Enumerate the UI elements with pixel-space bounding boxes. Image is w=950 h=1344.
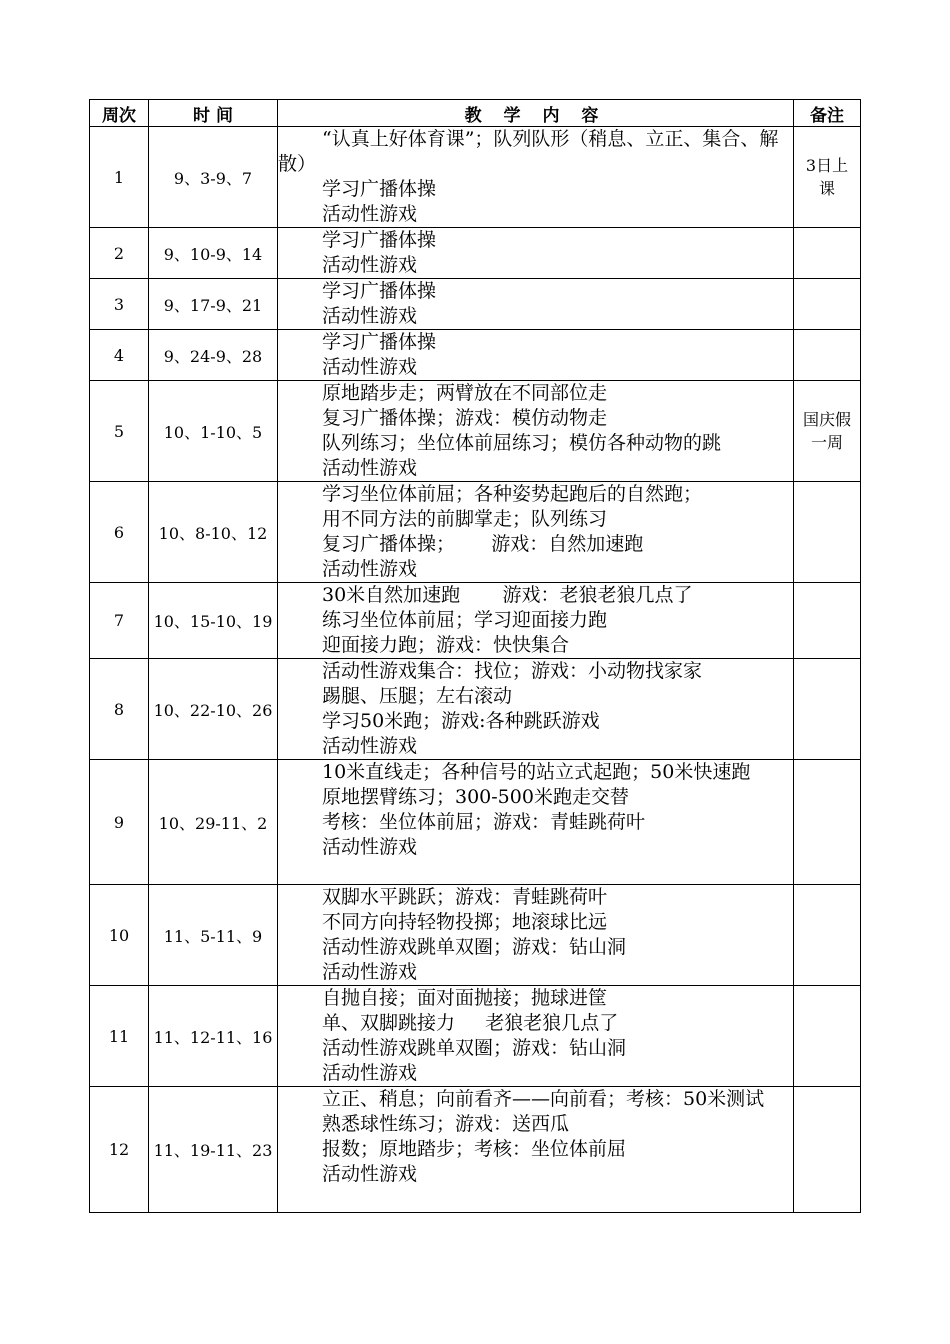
content-cell — [278, 127, 794, 228]
date-cell: 11、5-11、9 — [149, 885, 278, 986]
note-cell — [794, 381, 861, 482]
content-cell — [278, 228, 794, 279]
week-cell: 11 — [90, 986, 149, 1087]
note-cell — [794, 1087, 861, 1213]
content-line: 活动性游戏 — [322, 836, 418, 858]
content-line: 单、双脚跳接力 老狼老狼几点了 — [322, 1012, 619, 1034]
week-cell: 1 — [90, 127, 149, 228]
content-cell — [278, 659, 794, 760]
note-cell — [794, 583, 861, 659]
content-line: 活动性游戏 — [322, 735, 418, 757]
content-line: 踢腿、压腿；左右滚动 — [322, 685, 513, 707]
week-cell: 8 — [90, 659, 149, 760]
note-cell — [794, 760, 861, 885]
content-line: 复习广播体操；游戏：模仿动物走 — [322, 407, 608, 429]
content-line: 自抛自接；面对面抛接；抛球进筐 — [322, 987, 608, 1009]
content-line: 活动性游戏跳单双圈；游戏：钻山洞 — [322, 936, 627, 958]
date-cell: 11、19-11、23 — [149, 1087, 278, 1213]
schedule-table — [89, 99, 861, 1213]
content-line: 活动性游戏 — [322, 558, 418, 580]
content-line: 活动性游戏 — [322, 254, 418, 276]
table-row — [90, 381, 861, 482]
note-cell — [794, 885, 861, 986]
content-line: 活动性游戏 — [322, 457, 418, 479]
table-row — [90, 482, 861, 583]
content-line: 活动性游戏 — [322, 961, 418, 983]
date-cell: 10、15-10、19 — [149, 583, 278, 659]
note-text: 国庆假一周 — [803, 410, 852, 452]
content-line: 队列练习；坐位体前屈练习；模仿各种动物的跳 — [322, 432, 722, 454]
header-week: 周次 — [90, 100, 149, 127]
content-line: 学习广播体操 — [322, 178, 437, 200]
note-cell — [794, 330, 861, 381]
week-cell: 4 — [90, 330, 149, 381]
content-line: 活动性游戏 — [322, 356, 418, 378]
content-cell — [278, 986, 794, 1087]
table-row — [90, 986, 861, 1087]
note-cell — [794, 482, 861, 583]
content-line: 活动性游戏 — [322, 305, 418, 327]
week-cell: 12 — [90, 1087, 149, 1213]
week-cell: 2 — [90, 228, 149, 279]
week-cell: 7 — [90, 583, 149, 659]
content-line: 熟悉球性练习；游戏：送西瓜 — [322, 1113, 570, 1135]
date-cell: 10、8-10、12 — [149, 482, 278, 583]
header-row — [90, 100, 861, 127]
table-row — [90, 228, 861, 279]
content-cell — [278, 1087, 794, 1213]
date-cell: 10、29-11、2 — [149, 760, 278, 885]
content-line: 迎面接力跑；游戏：快快集合 — [322, 634, 570, 656]
content-cell — [278, 279, 794, 330]
content-line: 活动性游戏 — [322, 1062, 418, 1084]
content-line: 30米自然加速跑 游戏：老狼老狼几点了 — [322, 584, 693, 606]
week-cell: 6 — [90, 482, 149, 583]
content-line: 考核：坐位体前屈；游戏：青蛙跳荷叶 — [322, 811, 646, 833]
content-line: “认真上好体育课”；队列队形（稍息、立正、集合、解散） — [278, 128, 779, 175]
content-cell — [278, 381, 794, 482]
table-row — [90, 760, 861, 885]
table-row — [90, 330, 861, 381]
week-cell: 10 — [90, 885, 149, 986]
content-line: 原地踏步走；两臂放在不同部位走 — [322, 382, 608, 404]
content-line: 学习广播体操 — [322, 229, 437, 251]
content-line: 立正、稍息；向前看齐——向前看；考核：50米测试 — [322, 1088, 765, 1110]
content-cell — [278, 885, 794, 986]
content-line: 学习50米跑；游戏:各种跳跃游戏 — [322, 710, 600, 732]
week-cell: 9 — [90, 760, 149, 885]
table-row — [90, 279, 861, 330]
note-cell — [794, 228, 861, 279]
header-content: 教 学 内 容 — [278, 100, 794, 127]
note-cell — [794, 659, 861, 760]
content-line: 学习坐位体前屈；各种姿势起跑后的自然跑； — [322, 483, 703, 505]
week-cell: 5 — [90, 381, 149, 482]
content-line: 活动性游戏集合：找位；游戏：小动物找家家 — [322, 660, 703, 682]
table-row — [90, 885, 861, 986]
content-cell — [278, 583, 794, 659]
header-date: 时 间 — [149, 100, 278, 127]
week-cell: 3 — [90, 279, 149, 330]
table-row — [90, 1087, 861, 1213]
note-cell — [794, 127, 861, 228]
content-cell — [278, 760, 794, 885]
date-cell: 9、10-9、14 — [149, 228, 278, 279]
date-cell: 9、24-9、28 — [149, 330, 278, 381]
table-row — [90, 659, 861, 760]
date-cell: 10、1-10、5 — [149, 381, 278, 482]
content-line: 10米直线走；各种信号的站立式起跑；50米快速跑 — [322, 761, 751, 783]
content-cell — [278, 482, 794, 583]
content-line: 原地摆臂练习；300-500米跑走交替 — [322, 786, 629, 808]
content-line: 复习广播体操； 游戏：自然加速跑 — [322, 533, 644, 555]
note-cell — [794, 279, 861, 330]
content-line: 学习广播体操 — [322, 280, 437, 302]
content-line: 报数；原地踏步；考核：坐位体前屈 — [322, 1138, 627, 1160]
note-text: 3日上课 — [805, 156, 849, 198]
content-line: 不同方向持轻物投掷；地滚球比远 — [322, 911, 608, 933]
content-line: 活动性游戏跳单双圈；游戏：钻山洞 — [322, 1037, 627, 1059]
date-cell: 11、12-11、16 — [149, 986, 278, 1087]
content-line: 用不同方法的前脚掌走；队列练习 — [322, 508, 608, 530]
content-cell — [278, 330, 794, 381]
date-cell: 9、3-9、7 — [149, 127, 278, 228]
date-cell: 9、17-9、21 — [149, 279, 278, 330]
date-cell: 10、22-10、26 — [149, 659, 278, 760]
content-line: 练习坐位体前屈；学习迎面接力跑 — [322, 609, 608, 631]
header-note: 备注 — [794, 100, 861, 127]
content-line: 活动性游戏 — [322, 1163, 418, 1185]
note-cell — [794, 986, 861, 1087]
content-line: 双脚水平跳跃；游戏：青蛙跳荷叶 — [322, 886, 608, 908]
content-line: 活动性游戏 — [322, 203, 418, 225]
table-row — [90, 127, 861, 228]
content-line: 学习广播体操 — [322, 331, 437, 353]
table-row — [90, 583, 861, 659]
